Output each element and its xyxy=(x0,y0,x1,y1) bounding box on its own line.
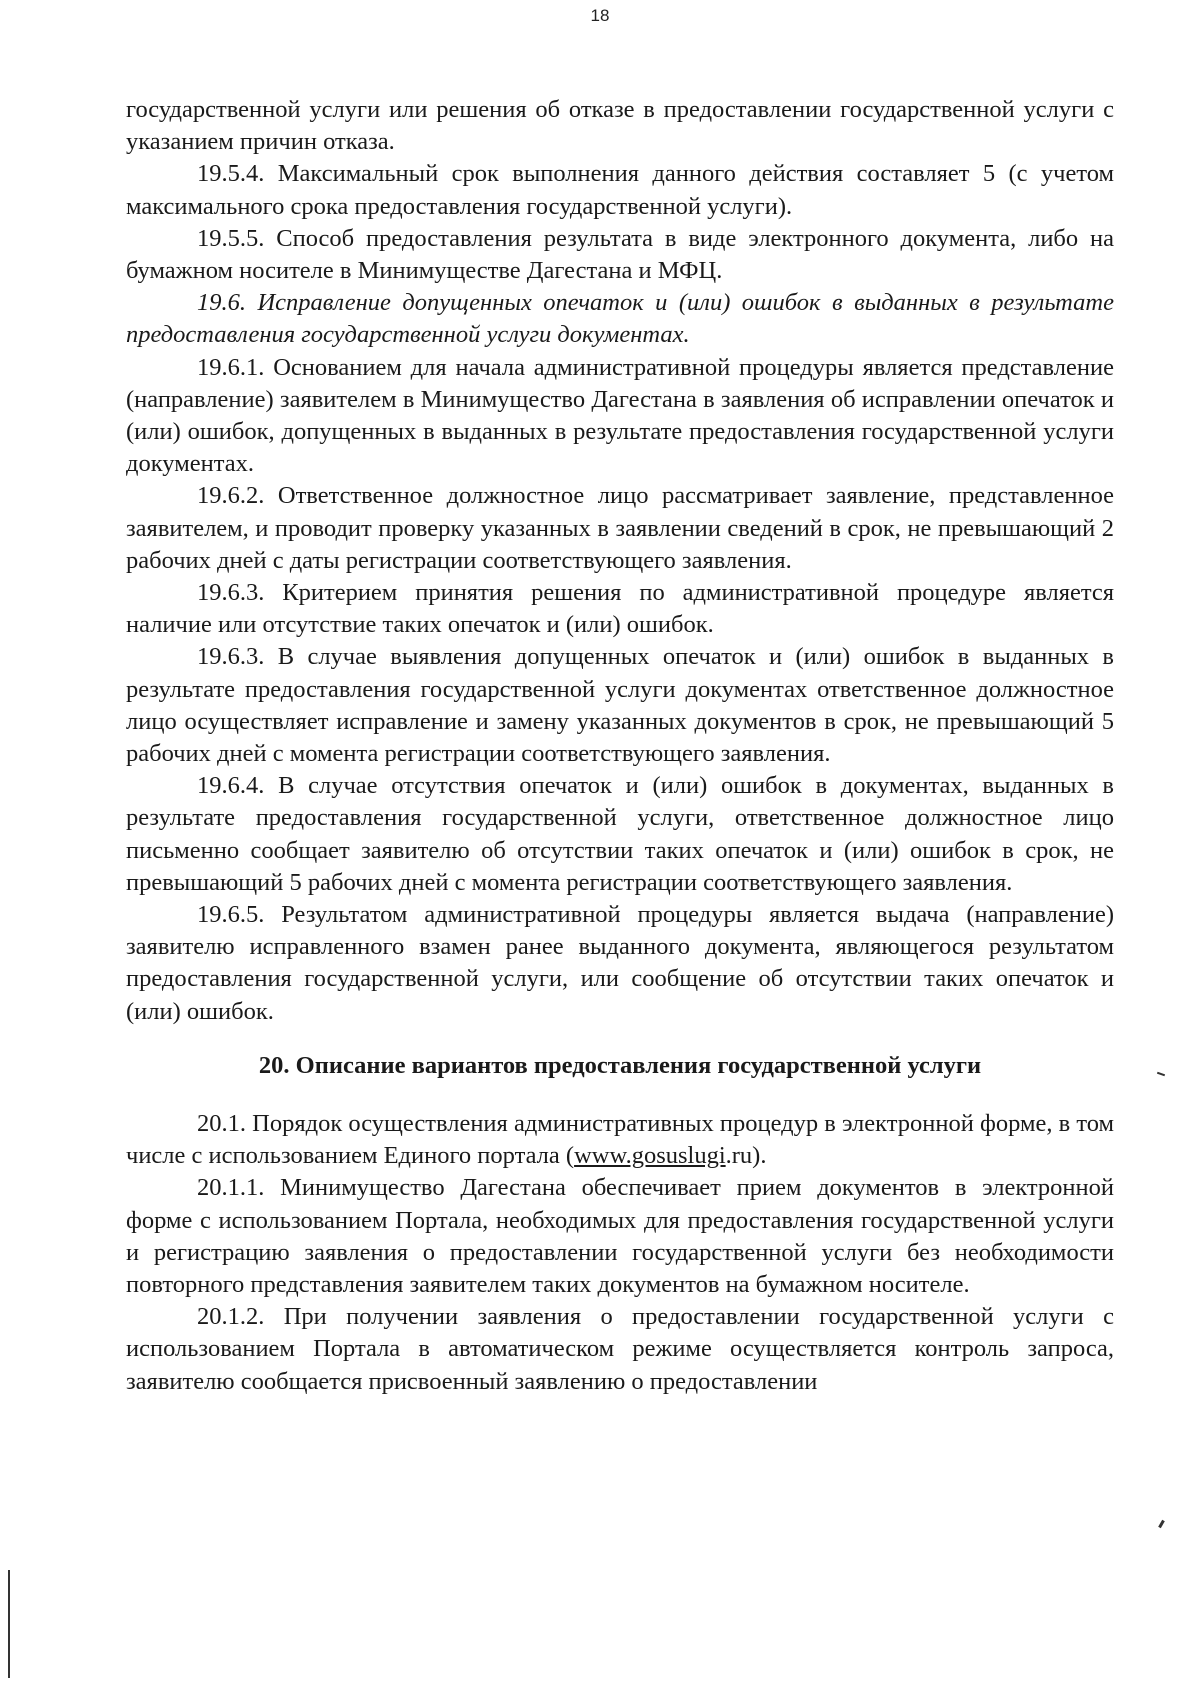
gosuslugi-link[interactable]: www.gosuslugi xyxy=(574,1142,726,1170)
section-19-paragraphs xyxy=(126,94,1114,1028)
paragraph-p-20-1-1: 20.1.1. Минимущество Дагестана обеспечивает прием документов в электронной форме с использованием Портала, необходимых для предоставления государственной услуги и регистрацию заявления о предоставлении государственной услуги без необходимости повторного представления заявителем таких документов на бумажном носителе. xyxy=(126,1174,1114,1298)
section-20-paragraphs xyxy=(126,1172,1114,1397)
paragraph-p-19-6: 19.6. Исправление допущенных опечаток и (или) ошибок в выданных в результате предоставления государственной услуги документах. xyxy=(126,289,1114,349)
paragraph-p-19-6-5: 19.6.5. Результатом административной процедуры является выдача (направление) заявителю исправленного взамен ранее выданного документа, являющегося результатом предоставления государственной услуги, или сообщение об отсутствии таких опечаток и (или) ошибок. xyxy=(126,901,1114,1025)
paragraph-p-19-6-2: 19.6.2. Ответственное должностное лицо рассматривает заявление, представленное заявителем, и проводит проверку указанных в заявлении сведений в срок, не превышающий 2 рабочих дней с даты регистрации соответствующего заявления. xyxy=(126,482,1114,574)
paragraph-20-1-text: 20.1. Порядок осуществления административных процедур в электронной форме, в том числе с использованием Единого портала ( xyxy=(126,1109,1114,1170)
paragraph-20-1-tail: .ru). xyxy=(725,1142,767,1170)
paragraph-p-19-5-4: 19.5.4. Максимальный срок выполнения данного действия составляет 5 (с учетом максимального срока предоставления государственной услуги). xyxy=(126,160,1114,220)
paragraph-p-19-6-3a: 19.6.3. Критерием принятия решения по административной процедуре является наличие или отсутствие таких опечаток и (или) ошибок. xyxy=(126,579,1114,639)
paragraph-20-1 xyxy=(126,1108,1114,1172)
scan-artifact-left-edge xyxy=(8,1570,10,1678)
paragraph-p-19-6-4: 19.6.4. В случае отсутствия опечаток и (или) ошибок в документах, выданных в результате предоставления государственной услуги, ответственное должностное лицо письменно сообщает заявителю об отсутствии таких опечаток и (или) ошибок в срок, не превышающий 5 рабочих дней с момента регистрации соответствующего заявления. xyxy=(126,772,1114,896)
paragraph-p-19-5-5: 19.5.5. Способ предоставления результата в виде электронного документа, либо на бумажном носителе в Минимуществе Дагестана и МФЦ. xyxy=(126,224,1114,285)
scan-artifact-mark xyxy=(1158,1520,1165,1528)
scan-artifact-mark xyxy=(1157,1072,1165,1077)
paragraph-p-20-1-2: 20.1.2. При получении заявления о предоставлении государственной услуги с использованием Портала в автоматическом режиме осуществляется контроль запроса, заявителю сообщается присвоенный заявлению о предоставлении xyxy=(126,1303,1114,1395)
document-body xyxy=(126,94,1114,1398)
paragraph-p-19-6-1: 19.6.1. Основанием для начала административной процедуры является представление (направление) заявителем в Минимущество Дагестана в заявления об исправлении опечаток и (или) ошибок, допущенных в выданных в результате предоставления государственной услуги документах. xyxy=(126,353,1114,478)
section-heading: 20. Описание вариантов предоставления государственной услуги xyxy=(258,1051,982,1079)
paragraph-cont: государственной услуги или решения об отказе в предоставлении государственной услуги с указанием причин отказа. xyxy=(126,96,1114,156)
paragraph-p-19-6-3b: 19.6.3. В случае выявления допущенных опечаток и (или) ошибок в выданных в результате предоставления государственной услуги документах ответственное должностное лицо осуществляет исправление и замену указанных документов в срок, не превышающий 5 рабочих дней с момента регистрации соответствующего заявления. xyxy=(126,643,1114,768)
page-number: 18 xyxy=(590,6,610,25)
